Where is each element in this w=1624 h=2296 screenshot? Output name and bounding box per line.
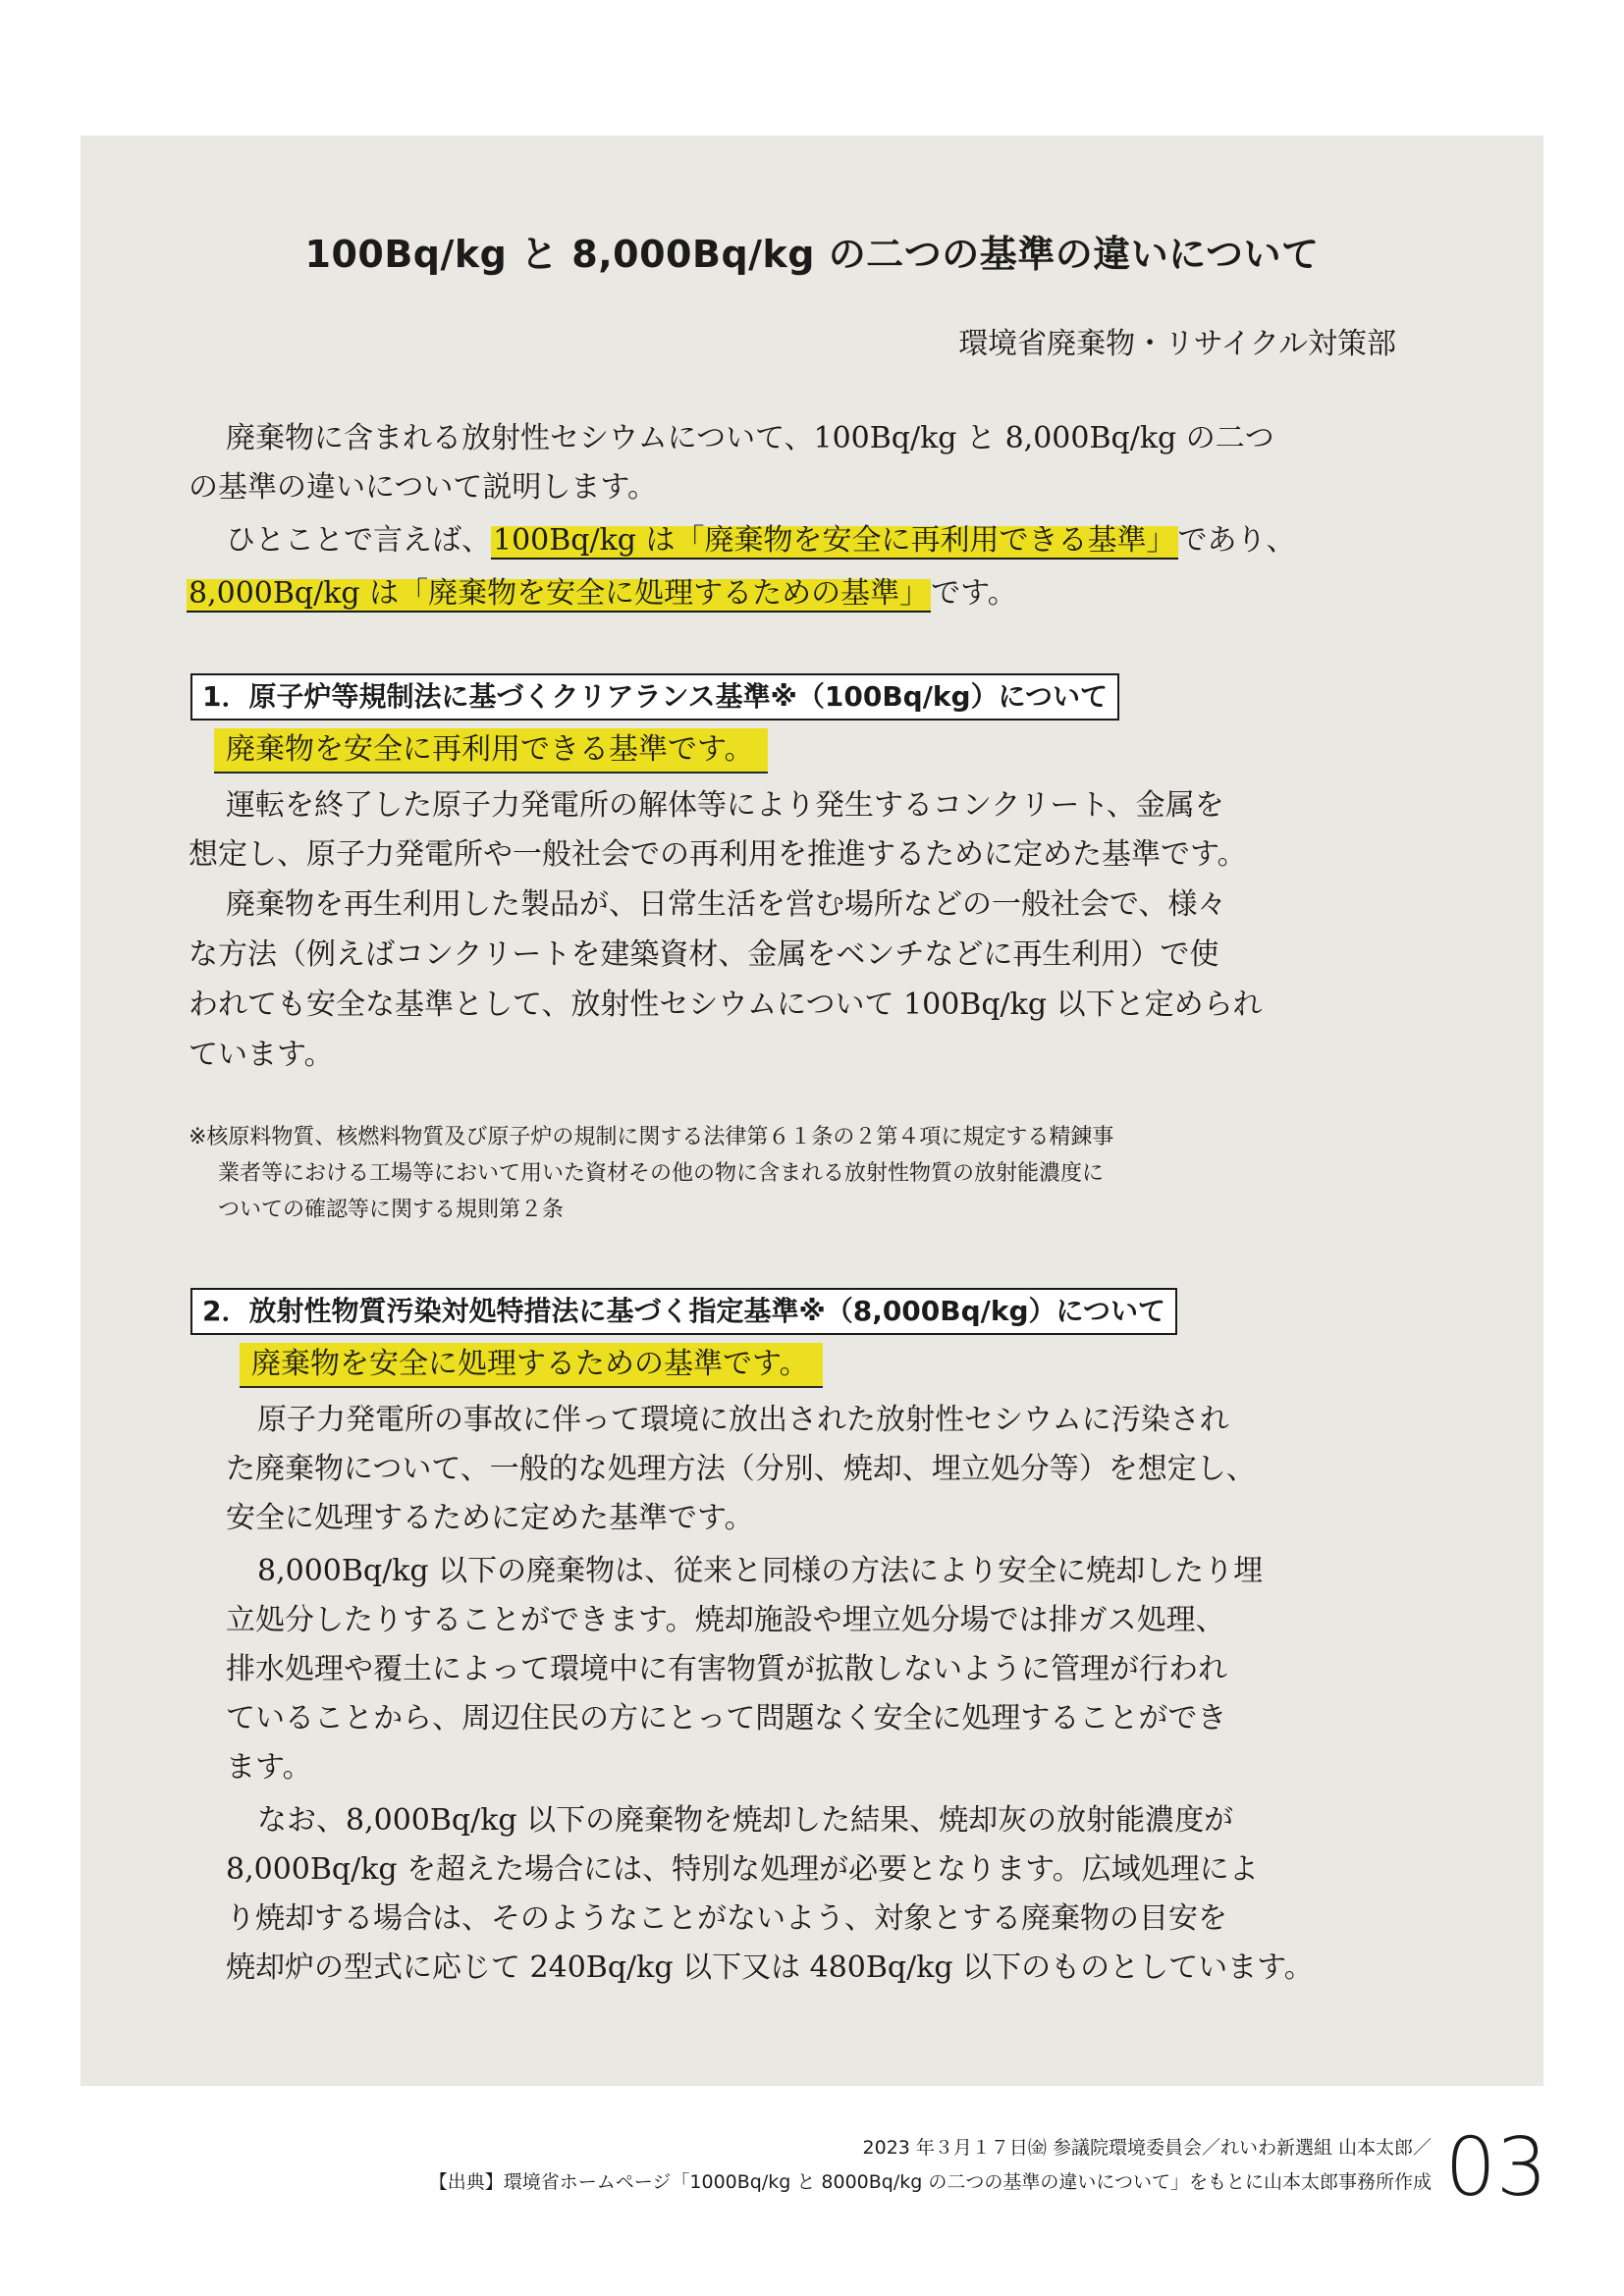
section-1-line: ています。: [189, 1038, 334, 1072]
section-2-line: 原子力発電所の事故に伴って環境に放出された放射性セシウムに汚染され: [257, 1403, 1229, 1437]
footer-date-line: 2023 年３月１７日㈮ 参議院環境委員会／れいわ新選組 山本太郎／: [862, 2137, 1432, 2159]
section-2-line: た廃棄物について、一般的な処理方法（分別、焼却、埋立処分等）を想定し、: [226, 1452, 1256, 1486]
intro-line-2: の基準の違いについて説明します。: [189, 470, 657, 505]
section-1-line: われても安全な基準として、放射性セシウムについて 100Bq/kg 以下と定められ: [189, 988, 1263, 1022]
intro-line-4-post: です。: [931, 576, 1017, 611]
intro-line-1: 廃棄物に含まれる放射性セシウムについて、100Bq/kg と 8,000Bq/kg の二つ: [226, 421, 1274, 455]
section-2-line: 焼却炉の型式に応じて 240Bq/kg 以下又は 480Bq/kg 以下のものとしています。: [226, 1950, 1314, 1985]
section-2-line: 安全に処理するために定めた基準です。: [226, 1501, 754, 1535]
intro-line-3-pre: ひとことで言えば、: [226, 523, 491, 558]
section-1-note: 業者等における工場等において用いた資材その他の物に含まれる放射性物質の放射能濃度に: [218, 1161, 1105, 1186]
intro-highlight-100: 100Bq/kg は「廃棄物を安全に再利用できる基準」: [493, 523, 1176, 558]
intro-line-3: [226, 516, 1296, 565]
section-2-line: 排水処理や覆土によって環境中に有害物質が拡散しないように管理が行われ: [226, 1652, 1227, 1686]
document-title: 100Bq/kg と 8,000Bq/kg の二つの基準の違いについて: [304, 233, 1320, 276]
intro-line-3-post: であり、: [1177, 523, 1296, 558]
section-2-line: り焼却する場合は、そのようなことがないよう、対象とする廃棄物の目安を: [226, 1901, 1227, 1936]
section-1-line: な方法（例えばコンクリートを建築資材、金属をベンチなどに再生利用）で使: [189, 937, 1219, 972]
intro-highlight-8000: 8,000Bq/kg は「廃棄物を安全に処理するための基準」: [189, 576, 930, 611]
section-2-line: ます。: [226, 1750, 312, 1785]
section-1-heading: 1．原子炉等規制法に基づくクリアランス基準※（100Bq/kg）について: [190, 673, 1119, 721]
footer-source-line: 【出典】環境省ホームページ「1000Bq/kg と 8000Bq/kg の二つの基準の違いについて」をもとに山本太郎事務所作成: [428, 2171, 1432, 2193]
section-2-line: ていることから、周辺住民の方にとって問題なく安全に処理することができ: [226, 1701, 1227, 1735]
intro-line-4: [187, 569, 1017, 618]
section-2-line: 立処分したりすることができます。焼却施設や埋立処分場では排ガス処理、: [226, 1603, 1225, 1637]
page-number: 03: [1444, 2121, 1547, 2215]
section-2-highlight: 廃棄物を安全に処理するための基準です。: [240, 1343, 823, 1388]
section-2-line: 8,000Bq/kg 以下の廃棄物は、従来と同様の方法により安全に焼却したり埋: [257, 1554, 1264, 1588]
section-1-line: 想定し、原子力発電所や一般社会での再利用を推進するために定めた基準です。: [189, 837, 1247, 872]
section-2-line: 8,000Bq/kg を超えた場合には、特別な処理が必要となります。広域処理によ: [226, 1852, 1259, 1887]
department-name: 環境省廃棄物・リサイクル対策部: [958, 327, 1396, 361]
section-1-note: ※核原料物質、核燃料物質及び原子炉の規制に関する法律第６１条の２第４項に規定する精錬事: [189, 1125, 1114, 1149]
section-2-heading: 2．放射性物質汚染対処特措法に基づく指定基準※（8,000Bq/kg）について: [190, 1288, 1177, 1335]
section-1-line: 廃棄物を再生利用した製品が、日常生活を営む場所などの一般社会で、様々: [226, 887, 1227, 922]
section-1-note: ついての確認等に関する規則第２条: [218, 1198, 565, 1222]
section-1-highlight: 廃棄物を安全に再利用できる基準です。: [214, 728, 768, 774]
section-2-line: なお、8,000Bq/kg 以下の廃棄物を焼却した結果、焼却灰の放射能濃度が: [257, 1803, 1234, 1838]
section-1-line: 運転を終了した原子力発電所の解体等により発生するコンクリート、金属を: [226, 788, 1224, 823]
